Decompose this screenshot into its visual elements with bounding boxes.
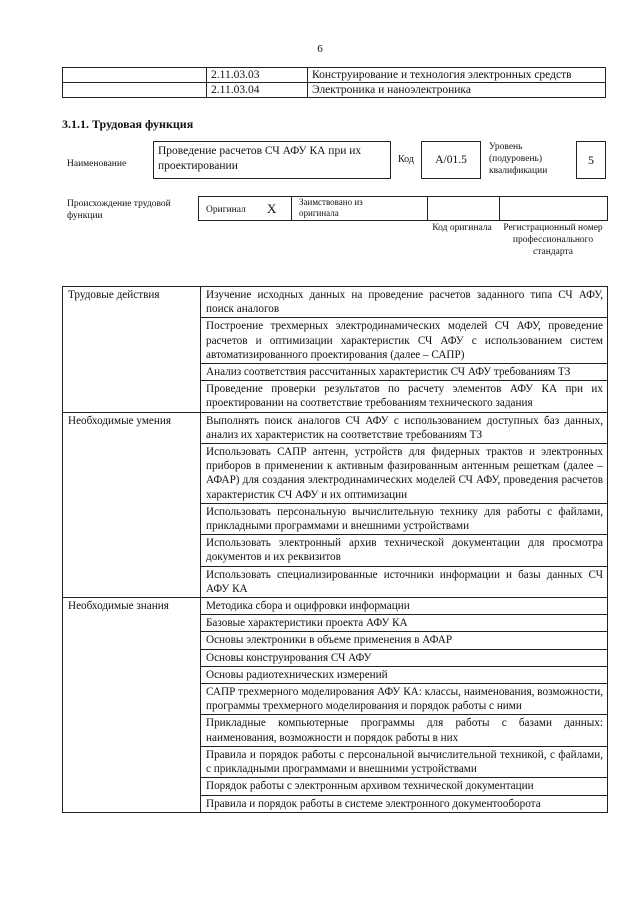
- spec-name: Конструирование и технология электронных средств: [308, 68, 606, 83]
- spec-name: Электроника и наноэлектроника: [308, 83, 606, 98]
- level-value: 5: [576, 141, 606, 179]
- section-title: 3.1.1. Трудовая функция: [62, 117, 194, 131]
- table-cell: Прикладные компьютерные программы для работы с базами данных: наименования, возможности и порядок работы в них: [201, 715, 608, 746]
- function-name: Проведение расчетов СЧ АФУ КА при их проектировании: [158, 145, 362, 172]
- table-cell: САПР трехмерного моделирования АФУ КА: классы, наименования, возможности, программы трехмерного моделирования и порядок работы с ними: [201, 684, 608, 715]
- page-number: 6: [317, 43, 323, 55]
- table-row: [63, 598, 608, 615]
- table-cell: Порядок работы с электронным архивом технической документации: [201, 778, 608, 795]
- main-table: [62, 286, 608, 813]
- table-cell: Проведение проверки результатов по расчету элементов АФУ КА при их проектировании на соответствие требованиям технического задания: [201, 381, 608, 412]
- original-label: Оригинал: [206, 205, 246, 215]
- category-labor-actions: Трудовые действия: [63, 287, 201, 413]
- table-cell: Выполнять поиск аналогов СЧ АФУ с использованием доступных баз данных, анализ их характеристик на соответствие требованиям ТЗ: [201, 412, 608, 443]
- origin-box: [198, 196, 608, 221]
- level-label: Уровень (подуровень) квалификации: [489, 142, 548, 176]
- table-cell: Основы конструирования СЧ АФУ: [201, 649, 608, 666]
- table-cell: Использовать персональную вычислительную технику для работы с файлами, прикладными программами и внешними устройствами: [201, 503, 608, 534]
- category-knowledge: Необходимые знания: [63, 598, 201, 813]
- table-cell: Изучение исходных данных на проведение расчетов заданного типа СЧ АФУ, поиск аналогов: [201, 287, 608, 318]
- table-cell: Анализ соответствия рассчитанных характеристик СЧ АФУ требованиям ТЗ: [201, 364, 608, 381]
- specialty-table: [62, 67, 606, 98]
- table-cell: Использовать специализированные источники информации и базы данных СЧ АФУ КА: [201, 566, 608, 597]
- code-label: Код: [398, 154, 414, 165]
- code-value: A/01.5: [421, 141, 481, 179]
- category-skills: Необходимые умения: [63, 412, 201, 597]
- table-cell: Построение трехмерных электродинамических моделей СЧ АФУ, проведение расчетов и оптимизации характеристик СЧ АФУ с использованием систем автоматизированного проектирования (далее – САПР): [201, 318, 608, 364]
- borrowed-label: Заимствовано из оригинала: [299, 197, 363, 218]
- table-row: [63, 68, 606, 83]
- code-original-label: Код оригинала: [432, 223, 492, 233]
- original-mark: X: [267, 201, 277, 216]
- empty-cell: [63, 68, 207, 83]
- name-value-box: [153, 141, 391, 179]
- empty-cell: [63, 83, 207, 98]
- table-cell: Методика сбора и оцифровки информации: [201, 598, 608, 615]
- spec-code: 2.11.03.03: [207, 68, 308, 83]
- table-cell: Основы радиотехнических измерений: [201, 666, 608, 683]
- name-label: Наименование: [67, 159, 127, 169]
- table-cell: Правила и порядок работы с персональной вычислительной техникой, с файлами, с прикладными программами и внешними устройствами: [201, 746, 608, 777]
- table-cell: Использовать электронный архив технической документации для просмотра документов и их реквизитов: [201, 535, 608, 566]
- table-cell: Использовать САПР антенн, устройств для фидерных трактов и электронных приборов в применении к активным фазированным антенным решеткам (далее – АФАР) для создания электродинамических моделей СЧ АФУ, проведения расчетов характеристик СЧ АФУ и их оптимизации: [201, 444, 608, 504]
- table-row: [63, 412, 608, 443]
- table-cell: Базовые характеристики проекта АФУ КА: [201, 615, 608, 632]
- divider: [499, 197, 500, 220]
- reg-number-label: Регистрационный номер профессионального стандарта: [503, 223, 603, 257]
- table-row: [63, 83, 606, 98]
- origin-label: Происхождение трудовой функции: [67, 199, 171, 221]
- divider: [291, 197, 292, 220]
- table-cell: Правила и порядок работы в системе электронного документооборота: [201, 795, 608, 812]
- table-row: [63, 287, 608, 318]
- divider: [427, 197, 428, 220]
- table-cell: Основы электроники в объеме применения в АФАР: [201, 632, 608, 649]
- spec-code: 2.11.03.04: [207, 83, 308, 98]
